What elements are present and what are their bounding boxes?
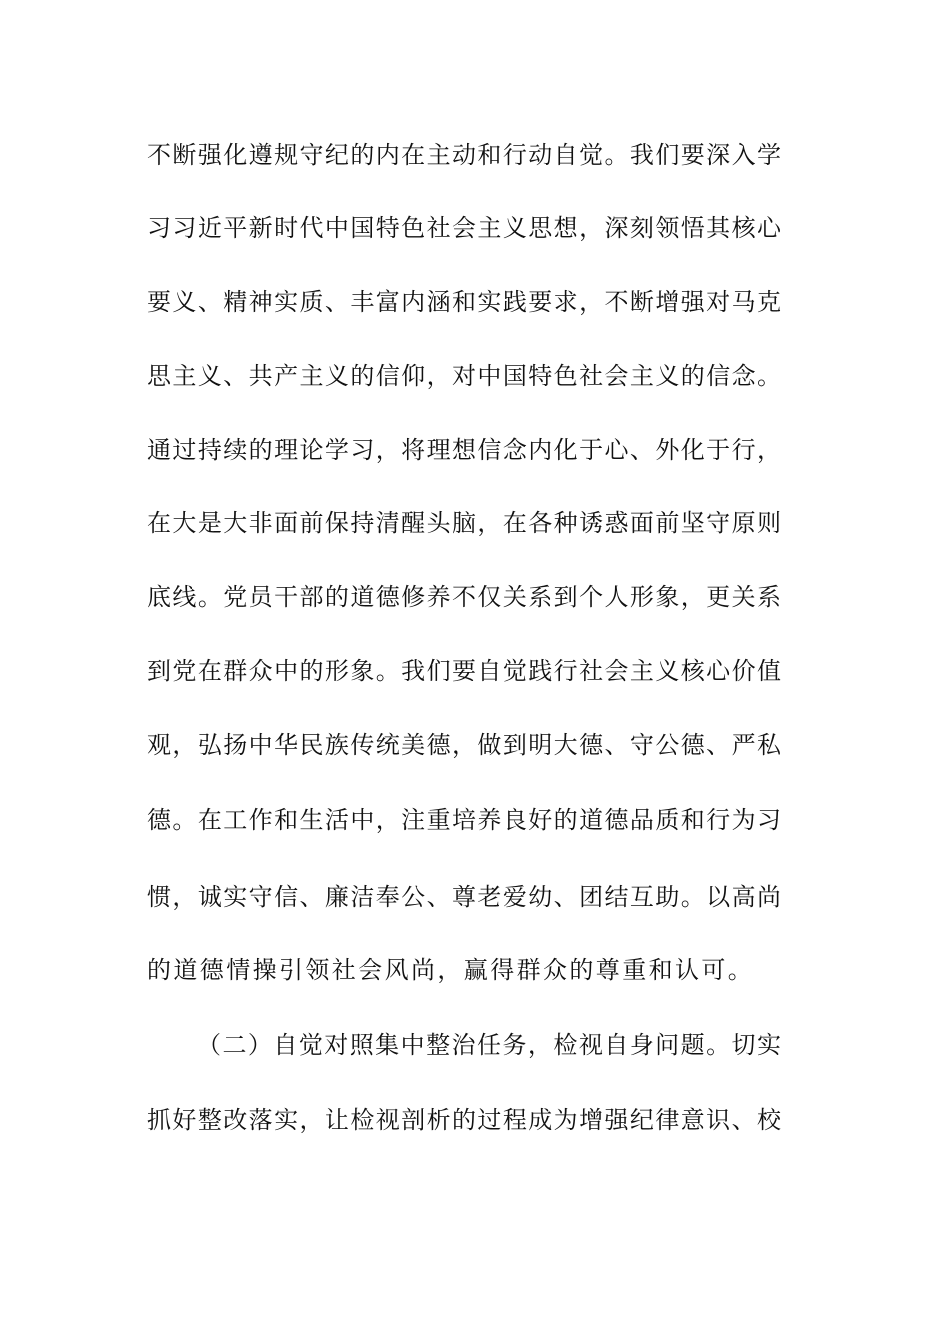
text-line: 底线。党员干部的道德修养不仅关系到个人形象，更关系 (147, 583, 781, 611)
text-line: 思主义、共产主义的信仰，对中国特色社会主义的信念。 (147, 362, 781, 390)
text-line: 德。在工作和生活中，注重培养良好的道德品质和行为习 (147, 806, 781, 834)
text-line: 通过持续的理论学习，将理想信念内化于心、外化于行， (147, 436, 781, 464)
text-line: 要义、精神实质、丰富内涵和实践要求，不断增强对马克 (147, 288, 781, 316)
text-line: 抓好整改落实，让检视剖析的过程成为增强纪律意识、校 (147, 1106, 781, 1134)
text-line: 惯，诚实守信、廉洁奉公、尊老爱幼、团结互助。以高尚 (147, 883, 781, 911)
section-heading-line: （二）自觉对照集中整治任务，检视自身问题。切实 (197, 1031, 781, 1059)
text-line: 习习近平新时代中国特色社会主义思想，深刻领悟其核心 (147, 214, 781, 242)
text-line: 观，弘扬中华民族传统美德，做到明大德、守公德、严私 (147, 731, 781, 759)
text-line: 不断强化遵规守纪的内在主动和行动自觉。我们要深入学 (147, 141, 781, 169)
text-line: 的道德情操引领社会风尚，赢得群众的尊重和认可。 (147, 956, 755, 984)
text-line: 在大是大非面前保持清醒头脑，在各种诱惑面前坚守原则 (147, 509, 781, 537)
text-line: 到党在群众中的形象。我们要自觉践行社会主义核心价值 (147, 657, 781, 685)
